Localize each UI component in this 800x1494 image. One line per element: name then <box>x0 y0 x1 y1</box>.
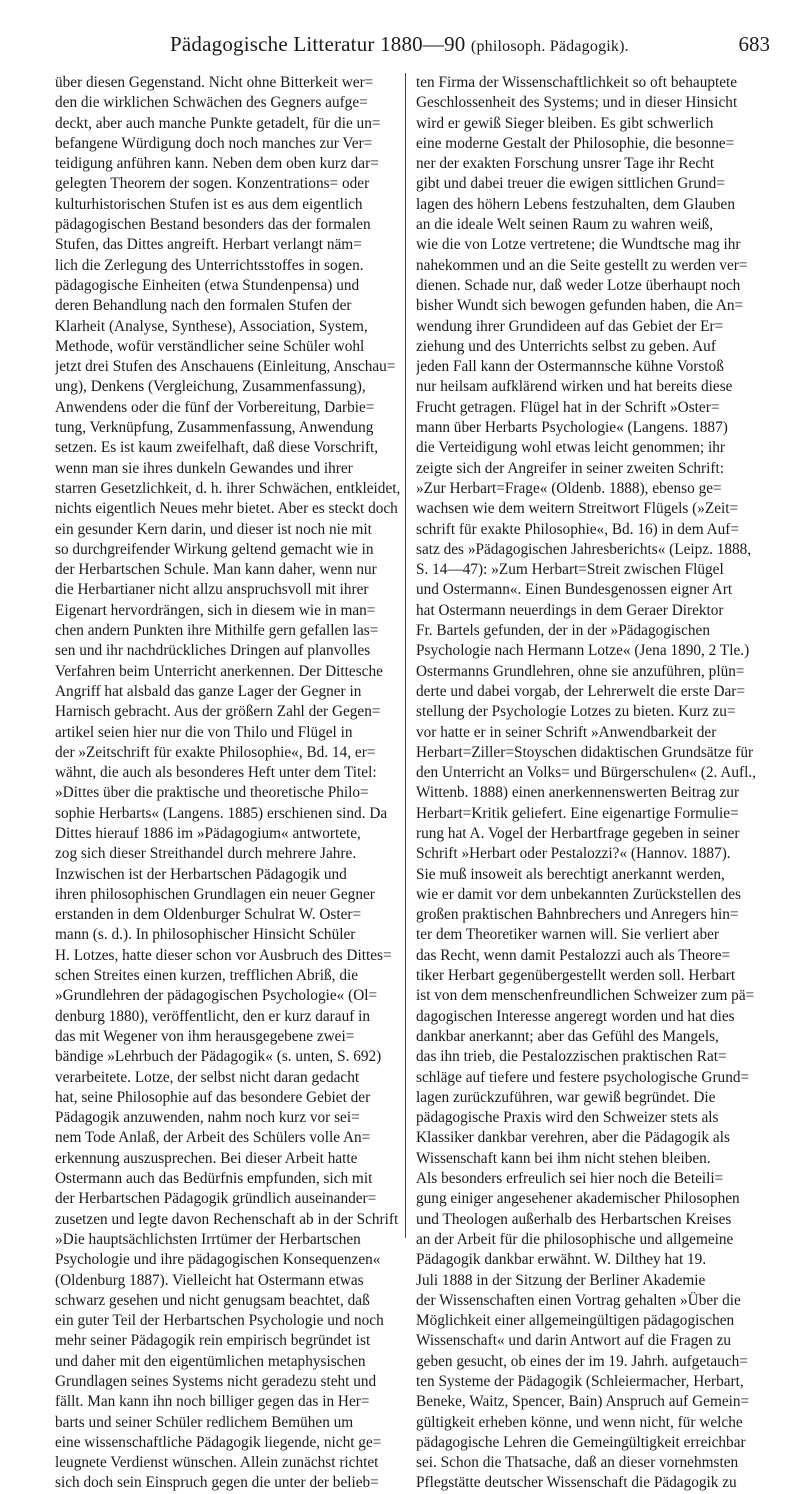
text-line: zeigte sich der Angreifer in seiner zweiten Schrift: <box>416 459 724 477</box>
text-line: chen andern Punkten ihre Mithilfe gern gefallen las= <box>55 622 379 640</box>
text-line: über diesen Gegenstand. Nicht ohne Bitterkeit wer= <box>55 74 374 91</box>
text-line: großen praktischen Bahnbrechers und Anregers hin= <box>416 906 739 924</box>
text-line: pädagogische Einheiten (etwa Stundenpensa) und <box>55 276 360 294</box>
text-line: schen Streites einen kurzen, trefflichen Abriß, die <box>55 967 359 985</box>
text-line: starren Gesetzlichkeit, d. h. ihrer Schwächen, entkleidet, <box>55 479 400 497</box>
text-line: fällt. Man kann ihn noch billiger gegen das in Her= <box>55 1393 370 1411</box>
text-line: (Oldenburg 1887). Vielleicht hat Ostermann etwas <box>55 1271 364 1289</box>
text-line: an der Arbeit für die philosophische und allgemeine <box>416 1230 734 1248</box>
text-line: wird er gewiß Sieger bleiben. Es gibt schwerlich <box>416 114 714 132</box>
text-line: Herbart=Ziller=Stoyschen didaktischen Grundsätze für <box>416 743 754 761</box>
text-line: wie er damit vor dem unbekannten Zurückstellen des <box>416 885 741 903</box>
text-line: artikel seien hier nur die von Thilo und Flügel in <box>55 723 353 741</box>
text-line: sophie Herbarts« (Langens. 1885) erschienen sind. Da <box>55 804 388 822</box>
text-line: »Dittes über die praktische und theoretische Philo= <box>55 784 369 802</box>
text-line: Verfahren beim Unterricht anerkennen. Der Dittesche <box>55 662 383 680</box>
text-line: und Theologen außerhalb des Herbartschen Kreises <box>416 1210 732 1228</box>
text-line: dankbar anerkannt; aber das Gefühl des Mangels, <box>416 1027 719 1045</box>
text-line: bändige »Lehrbuch der Pädagogik« (s. unten, S. 692) <box>55 1048 382 1066</box>
text-line: ist von dem menschenfreundlichen Schweizer zum pä= <box>416 987 755 1005</box>
text-line: Pädagogik anzuwenden, nahm noch kurz vor sei= <box>55 1109 360 1127</box>
text-line: ten Systeme der Pädagogik (Schleiermacher, Herbart, <box>416 1373 744 1390</box>
text-line: Eigenart hervordrängen, sich in diesem wie in man= <box>55 601 376 619</box>
text-line: ein gesunder Kern darin, und dieser ist noch nie mit <box>55 520 372 538</box>
text-line: jetzt drei Stufen des Anschauens (Einleitung, Anschau= <box>55 358 396 376</box>
text-line: gung einiger angesehener akademischer Philosophen <box>416 1190 740 1208</box>
text-line: Harnisch gebracht. Aus der größern Zahl der Gegen= <box>55 703 381 721</box>
text-line: sen und ihr nachdrückliches Dringen auf planvolles <box>55 642 371 660</box>
text-line: gelegten Theorem der sogen. Konzentrations= oder <box>55 175 370 193</box>
text-line: so durchgreifender Wirkung geltend gemacht wie in <box>55 540 374 558</box>
text-line: Klarheit (Analyse, Synthese), Association, System, <box>55 317 368 335</box>
text-line: nur heilsam aufklärend wirken und hat bereits diese <box>416 378 733 396</box>
text-line: eine wissenschaftliche Pädagogik liegende, nicht ge= <box>55 1433 382 1451</box>
text-line: S. 14—47): »Zum Herbart=Streit zwischen Flügel <box>416 561 724 579</box>
text-line: ter dem Theoretiker warnen will. Sie verliert aber <box>416 926 719 944</box>
text-line: »Grundlehren der pädagogischen Psychologie« (Ol= <box>55 987 378 1005</box>
text-line: H. Lotzes, hatte dieser schon vor Ausbruch des Dittes= <box>55 946 392 964</box>
text-line: sei. Schon die Thatsache, daß an dieser vornehmsten <box>416 1454 739 1472</box>
text-line: bisher Wundt sich bewogen gefunden haben, die An= <box>416 297 744 315</box>
text-line: nahekommen und an die Seite gestellt zu werden ver= <box>416 256 748 274</box>
text-line: ihren philosophischen Grundlagen ein neuer Gegner <box>55 885 375 903</box>
text-line: lagen des höhern Lebens festzuhalten, dem Glauben <box>416 195 735 213</box>
text-line: pädagogische Praxis wird den Schweizer stets als <box>416 1109 719 1127</box>
text-line: Stufen, das Dittes angreift. Herbart verlangt näm= <box>55 236 362 254</box>
text-line: das Recht, wenn damit Pestalozzi auch als Theore= <box>416 946 731 964</box>
text-line: wähnt, die auch als besonderes Heft unter dem Titel: <box>55 764 377 782</box>
text-line: hat Ostermann neuerdings in dem Geraer Direktor <box>416 601 724 619</box>
text-line: mehr seiner Pädagogik rein empirisch begründet ist <box>55 1332 371 1350</box>
text-line: an die ideale Welt seinen Raum zu wahren weiß, <box>416 216 714 234</box>
text-line: Inzwischen ist der Herbartschen Pädagogik und <box>55 865 347 883</box>
text-line: die Herbartianer nicht allzu anspruchsvoll mit ihrer <box>55 581 369 599</box>
text-line: Wissenschaft« und darin Antwort auf die Fragen zu <box>416 1332 732 1350</box>
text-line: setzen. Es ist kaum zweifelhaft, daß diese Vorschrift, <box>55 439 379 457</box>
text-line: und daher mit den eigentümlichen metaphysischen <box>55 1352 366 1370</box>
text-line: deckt, aber auch manche Punkte getadelt, für die un= <box>55 114 381 132</box>
text-line: befangene Würdigung doch noch manches zur Ver= <box>55 134 373 152</box>
text-line: wie die von Lotze vertretene; die Wundtsche mag ihr <box>416 236 741 254</box>
left-text-column <box>55 73 400 1494</box>
text-line: wenn man sie ihres dunkeln Gewandes und ihrer <box>55 459 353 477</box>
text-line: den die wirklichen Schwächen des Gegners aufge= <box>55 94 368 112</box>
text-line: Frucht getragen. Flügel hat in der Schrift »Oster= <box>416 398 720 416</box>
text-line: ein guter Teil der Herbartschen Psychologie und noch <box>55 1312 384 1330</box>
text-line: Klassiker dankbar verehren, aber die Pädagogik als <box>416 1129 730 1147</box>
text-line: satz des »Pädagogischen Jahresberichts« (Leipz. 1888, <box>416 540 752 558</box>
text-line: die Verteidigung wohl etwas leicht genommen; ihr <box>416 439 725 457</box>
text-line: Möglichkeit einer allgemeingültigen pädagogischen <box>416 1312 735 1330</box>
text-line: »Zur Herbart=Frage« (Oldenb. 1888), ebenso ge= <box>416 479 722 497</box>
text-line: wachsen wie dem weitern Streitwort Flügels (»Zeit= <box>416 500 739 518</box>
running-title-main: Pädagogische Litteratur 1880—90 <box>170 32 466 56</box>
text-line: lich die Zerlegung des Unterrichtsstoffes in sogen. <box>55 256 364 274</box>
text-line: Psychologie nach Hermann Lotze« (Jena 1890, 2 Tle.) <box>416 642 750 660</box>
text-line: lagen zurückzuführen, war gewiß begründet. Die <box>416 1088 716 1106</box>
text-line: pädagogischen Bestand besonders das der formalen <box>55 216 371 234</box>
text-line: Fr. Bartels gefunden, der in der »Pädagogischen <box>416 622 710 640</box>
text-line: derte und dabei vorgab, der Lehrerwelt die erste Dar= <box>416 682 746 700</box>
page-number: 683 <box>738 32 770 56</box>
text-line: Ostermann auch das Bedürfnis empfunden, sich mit <box>55 1170 373 1188</box>
text-line: der Wissenschaften einen Vortrag gehalten »Über die <box>416 1291 741 1309</box>
text-line: Wittenb. 1888) einen anerkennenswerten Beitrag zur <box>416 784 740 802</box>
text-line: das ihn trieb, die Pestalozzischen praktischen Rat= <box>416 1048 727 1066</box>
text-line: Dittes hierauf 1886 im »Pädagogium« antwortete, <box>55 824 361 842</box>
text-line: Schrift »Herbart oder Pestalozzi?« (Hannov. 1887). <box>416 845 731 863</box>
text-line: Herbart=Kritik geliefert. Eine eigenartige Formulie= <box>416 804 739 822</box>
text-line: geben gesucht, ob eines der im 19. Jahrh. aufgetauch= <box>416 1352 748 1370</box>
text-line: Pädagogik dankbar erwähnt. W. Dilthey hat 19. <box>416 1251 707 1269</box>
text-line: Psychologie und ihre pädagogischen Konsequenzen« <box>55 1251 381 1269</box>
text-line: Anwendens oder die fünf der Vorbereitung, Darbie= <box>55 398 375 416</box>
text-line: ner der exakten Forschung unsrer Tage ihr Recht <box>416 155 715 173</box>
text-line: mann über Herbarts Psychologie« (Langens. 1887) <box>416 419 728 437</box>
right-text-column <box>416 73 761 1494</box>
text-line: Wissenschaft kann bei ihm nicht stehen bleiben. <box>416 1149 711 1167</box>
text-line: schrift für exakte Philosophie«, Bd. 16) in dem Auf= <box>416 520 740 538</box>
text-line: vor hatte er in seiner Schrift »Anwendbarkeit der <box>416 723 717 741</box>
text-line: stellung der Psychologie Lotzes zu bieten. Kurz zu= <box>416 703 736 721</box>
text-line: jeden Fall kann der Ostermannsche kühne Vorstoß <box>416 358 724 376</box>
text-line: verarbeitete. Lotze, der selbst nicht daran gedacht <box>55 1068 360 1086</box>
column-divider <box>405 73 406 1238</box>
text-line: und Ostermann«. Einen Bundesgenossen eigner Art <box>416 581 733 599</box>
text-line: Juli 1888 in der Sitzung der Berliner Akademie <box>416 1271 706 1289</box>
text-line: »Die hauptsächlichsten Irrtümer der Herbartschen <box>55 1230 361 1248</box>
text-line: zusetzen und legte davon Rechenschaft ab in der Schrift <box>55 1210 399 1228</box>
text-line: nem Tode Anlaß, der Arbeit des Schülers volle An= <box>55 1129 371 1147</box>
text-line: mann (s. d.). In philosophischer Hinsicht Schüler <box>55 926 356 944</box>
text-line: Geschlossenheit des Systems; und in dieser Hinsicht <box>416 94 738 112</box>
running-title <box>170 32 629 57</box>
text-line: deren Behandlung nach den formalen Stufen der <box>55 297 352 315</box>
text-line: nichts eigentlich Neues mehr bietet. Aber es steckt doch <box>55 500 398 518</box>
text-line: teidigung anführen kann. Neben dem oben kurz dar= <box>55 155 379 173</box>
text-line: Als besonders erfreulich sei hier noch die Beteili= <box>416 1170 724 1188</box>
text-line: rung hat A. Vogel der Herbartfrage gegeben in seiner <box>416 824 740 842</box>
text-line: ung), Denkens (Vergleichung, Zusammenfassung), <box>55 378 366 396</box>
text-line: tung, Verknüpfung, Zusammenfassung, Anwendung <box>55 419 374 437</box>
text-line: denburg 1880), veröffentlicht, den er kurz darauf in <box>55 1007 371 1025</box>
text-line: kulturhistorischen Stufen ist es aus dem eigentlich <box>55 195 363 213</box>
text-line: Ostermanns Grundlehren, ohne sie anzuführen, plün= <box>416 662 745 680</box>
text-line: das mit Wegener von ihm herausgegebene zwei= <box>55 1027 355 1045</box>
text-line: sich doch sein Einspruch gegen die unter der belieb= <box>55 1474 379 1492</box>
text-line: Beneke, Waitz, Spencer, Bain) Anspruch auf Gemein= <box>416 1393 750 1411</box>
text-line: Grundlagen seines Systems nicht geradezu steht und <box>55 1373 377 1390</box>
text-line: Angriff hat alsbald das ganze Lager der Gegner in <box>55 682 362 700</box>
text-line: den Unterricht an Volks= und Bürgerschulen« (2. Aufl., <box>416 764 757 782</box>
text-line: ten Firma der Wissenschaftlichkeit so oft behauptete <box>416 74 738 91</box>
text-line: zog sich dieser Streithandel durch mehrere Jahre. <box>55 845 357 863</box>
text-line: erstanden in dem Oldenburger Schulrat W. Oster= <box>55 906 362 924</box>
running-header <box>60 28 782 60</box>
text-line: Methode, wofür verständlicher seine Schüler wohl <box>55 337 365 355</box>
text-line: wendung ihrer Grundideen auf das Gebiet der Er= <box>416 317 724 335</box>
text-line: der »Zeitschrift für exakte Philosophie«, Bd. 14, er= <box>55 743 376 761</box>
text-line: der Herbartschen Pädagogik gründlich auseinander= <box>55 1190 377 1208</box>
text-line: der Herbartschen Schule. Man kann daher, wenn nur <box>55 561 377 579</box>
text-line: barts und seiner Schüler redlichem Bemühen um <box>55 1413 354 1431</box>
text-line: schläge auf tiefere und festere psychologische Grund= <box>416 1068 750 1086</box>
text-line: gültigkeit erheben könne, und wenn nicht, für welche <box>416 1413 743 1431</box>
text-line: Pflegstätte deutscher Wissenschaft die Pädagogik zu <box>416 1474 737 1492</box>
text-line: ziehung und des Unterrichts selbst zu geben. Auf <box>416 337 716 355</box>
text-line: schwarz gesehen und nicht genugsam beachtet, daß <box>55 1291 370 1309</box>
text-line: dagogischen Interesse angeregt worden und hat dies <box>416 1007 735 1025</box>
text-line: dienen. Schade nur, daß weder Lotze überhaupt noch <box>416 276 741 294</box>
text-line: tiker Herbart gegenübergestellt werden soll. Herbart <box>416 967 736 985</box>
text-line: eine moderne Gestalt der Philosophie, die besonne= <box>416 134 735 152</box>
text-line: leugnete Verdienst wünschen. Allein zunächst richtet <box>55 1454 379 1472</box>
text-line: erkennung auszusprechen. Bei dieser Arbeit hatte <box>55 1149 358 1167</box>
text-line: hat, seine Philosophie auf das besondere Gebiet der <box>55 1088 371 1106</box>
text-line: Sie muß insoweit als berechtigt anerkannt werden, <box>416 865 725 883</box>
text-line: gibt und dabei treuer die ewigen sittlichen Grund= <box>416 175 725 193</box>
running-title-subtitle: (philosoph. Pädagogik). <box>470 38 629 55</box>
text-line: pädagogische Lehren die Gemeingültigkeit erreichbar <box>416 1433 746 1451</box>
